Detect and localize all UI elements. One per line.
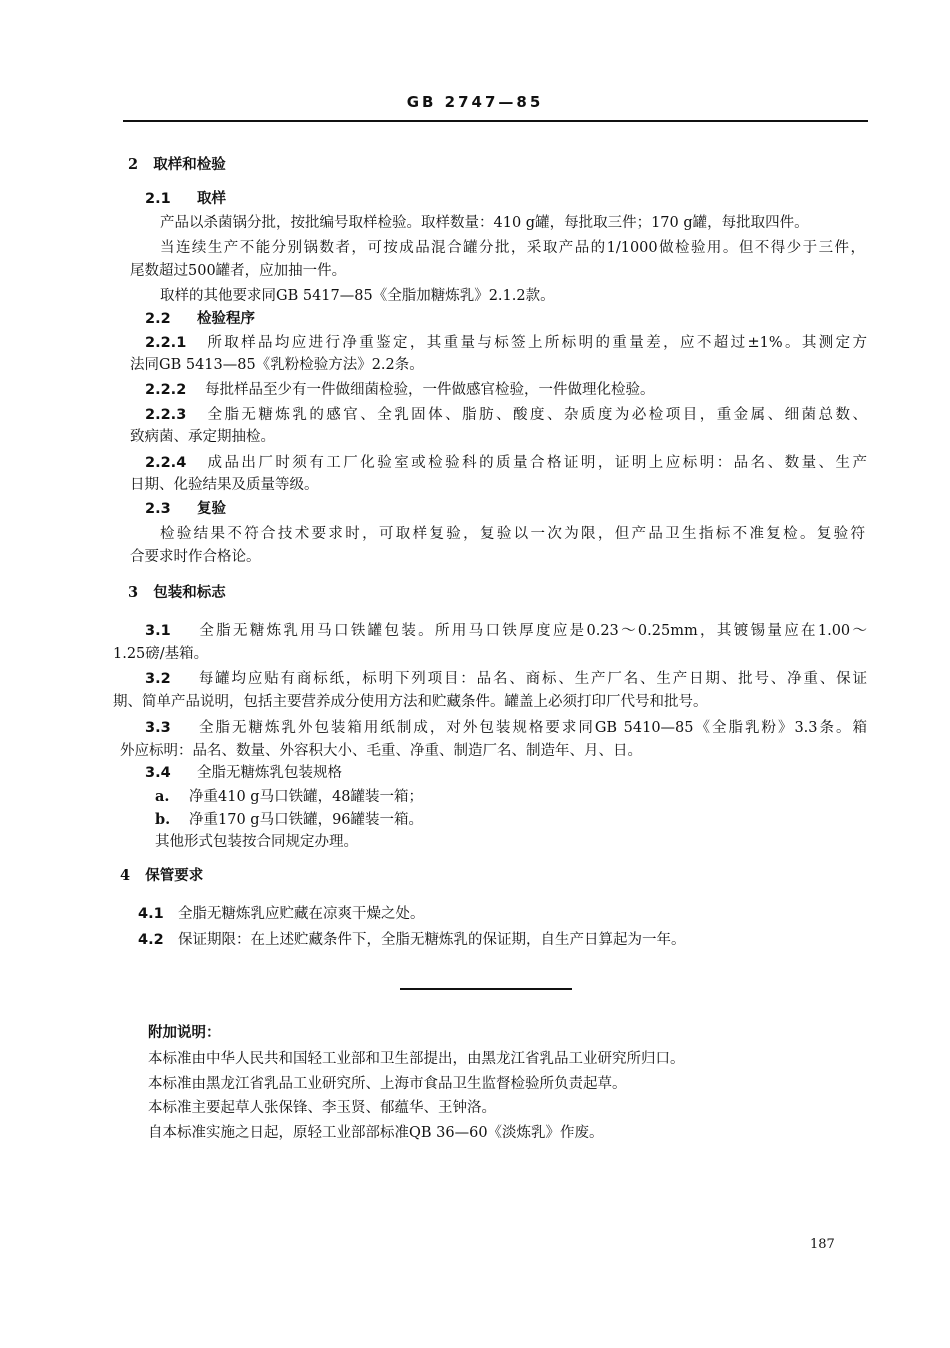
section-2-title: 取样和检验 bbox=[153, 156, 226, 173]
paragraph-other-packaging: 其他形式包装按合同规定办理。 bbox=[155, 834, 358, 850]
paragraph-reinspection-b: 合要求时作合格论。 bbox=[130, 549, 261, 565]
paragraph-sampling-1: 产品以杀菌锅分批，按批编号取样检验。取样数量：410 g罐，每批取三件；170 g罐，每批取四件。 bbox=[160, 215, 809, 231]
section-2-3-number: 2.3 bbox=[145, 501, 171, 517]
item-3-2-line1: 3.2 每罐均应贴有商标纸，标明下列项目：品名、商标、生产厂名、生产日期、批号、净重、保证 bbox=[145, 671, 867, 687]
section-2-1-number: 2.1 bbox=[145, 191, 171, 207]
section-separator bbox=[400, 988, 572, 990]
item-2-2-3-line1: 2.2.3 全脂无糖炼乳的感官、全乳固体、脂肪、酸度、杂质度为必检项目，重金属、细菌总数、 bbox=[145, 407, 867, 423]
section-4-number: 4 bbox=[120, 867, 131, 884]
section-2-2-heading bbox=[145, 309, 255, 329]
item-2-2-3-line2: 致病菌、承定期抽检。 bbox=[130, 429, 275, 445]
notes-title: 附加说明： bbox=[148, 1024, 221, 1041]
item-3-1-line2: 1.25磅/基箱。 bbox=[113, 646, 209, 662]
section-4-title: 保管要求 bbox=[145, 867, 204, 884]
section-4-heading bbox=[120, 866, 203, 885]
paragraph-reinspection-a: 检验结果不符合技术要求时，可取样复验，复验以一次为限，但产品卫生指标不准复检。复验符 bbox=[160, 526, 865, 542]
section-2-heading bbox=[128, 155, 226, 174]
item-4-2: 4.2 保证期限：在上述贮藏条件下，全脂无糖炼乳的保证期，自生产日算起为一年。 bbox=[138, 932, 686, 948]
paragraph-sampling-3: 取样的其他要求同GB 5417—85《全脂加糖炼乳》2.1.2款。 bbox=[160, 288, 555, 304]
item-3-4: 3.4 全脂无糖炼乳包装规格 bbox=[145, 765, 342, 781]
paragraph-sampling-2a: 当连续生产不能分别锅数者，可按成品混合罐分批，采取产品的1/1000做检验用。但不得少于三件， bbox=[160, 240, 865, 256]
list-item-b: b. 净重170 g马口铁罐，96罐装一箱。 bbox=[155, 811, 424, 828]
page-header: GB 2747—85 bbox=[406, 93, 544, 111]
item-3-2-line2: 期、简单产品说明，包括主要营养成分使用方法和贮藏条件。罐盖上必须打印厂代号和批号。 bbox=[113, 694, 708, 710]
notes-line-1: 本标准由中华人民共和国轻工业部和卫生部提出，由黑龙江省乳品工业研究所归口。 bbox=[148, 1051, 685, 1067]
section-3-heading bbox=[128, 583, 226, 602]
section-3-number: 3 bbox=[128, 584, 139, 601]
item-3-1-line1: 3.1 全脂无糖炼乳用马口铁罐包装。所用马口铁厚度应是0.23～0.25mm，其镀锡量应在1.00～ bbox=[145, 623, 867, 639]
notes-line-3: 本标准主要起草人张保锋、李玉贤、郁蕴华、王钟洛。 bbox=[148, 1100, 496, 1116]
section-2-1-title: 取样 bbox=[197, 190, 226, 207]
item-2-2-1-line2: 法同GB 5413—85《乳粉检验方法》2.2条。 bbox=[130, 357, 424, 373]
paragraph-sampling-2b: 尾数超过500罐者，应加抽一件。 bbox=[130, 263, 347, 279]
header-rule bbox=[123, 120, 868, 122]
item-2-2-2: 2.2.2 每批样品至少有一件做细菌检验，一件做感官检验，一件做理化检验。 bbox=[145, 382, 655, 398]
item-2-2-4-line2: 日期、化验结果及质量等级。 bbox=[130, 477, 319, 493]
notes-line-4: 自本标准实施之日起，原轻工业部部标准QB 36—60《淡炼乳》作废。 bbox=[148, 1125, 604, 1141]
section-2-3-title: 复验 bbox=[197, 500, 226, 517]
item-3-3-line1: 3.3 全脂无糖炼乳外包装箱用纸制成，对外包装规格要求同GB 5410—85《全脂乳粉》3.3条。箱 bbox=[145, 720, 867, 736]
section-2-2-title: 检验程序 bbox=[197, 310, 255, 327]
page-number: 187 bbox=[810, 1237, 835, 1252]
notes-line-2: 本标准由黑龙江省乳品工业研究所、上海市食品卫生监督检验所负责起草。 bbox=[148, 1076, 627, 1092]
section-2-number: 2 bbox=[128, 156, 139, 173]
section-2-3-heading bbox=[145, 499, 226, 519]
section-2-1-heading bbox=[145, 189, 226, 209]
section-3-title: 包装和标志 bbox=[153, 584, 226, 601]
section-2-2-number: 2.2 bbox=[145, 311, 171, 327]
item-2-2-4-line1: 2.2.4 成品出厂时须有工厂化验室或检验科的质量合格证明，证明上应标明：品名、数量、生产 bbox=[145, 455, 867, 471]
item-4-1: 4.1 全脂无糖炼乳应贮藏在凉爽干燥之处。 bbox=[138, 906, 425, 922]
item-2-2-1-line1: 2.2.1 所取样品均应进行净重鉴定，其重量与标签上所标明的重量差，应不超过±1%。其测定方 bbox=[145, 335, 867, 351]
item-3-3-line2: 外应标明：品名、数量、外容积大小、毛重、净重、制造厂名、制造年、月、日。 bbox=[120, 743, 642, 759]
list-item-a: a. 净重410 g马口铁罐，48罐装一箱； bbox=[155, 788, 424, 805]
